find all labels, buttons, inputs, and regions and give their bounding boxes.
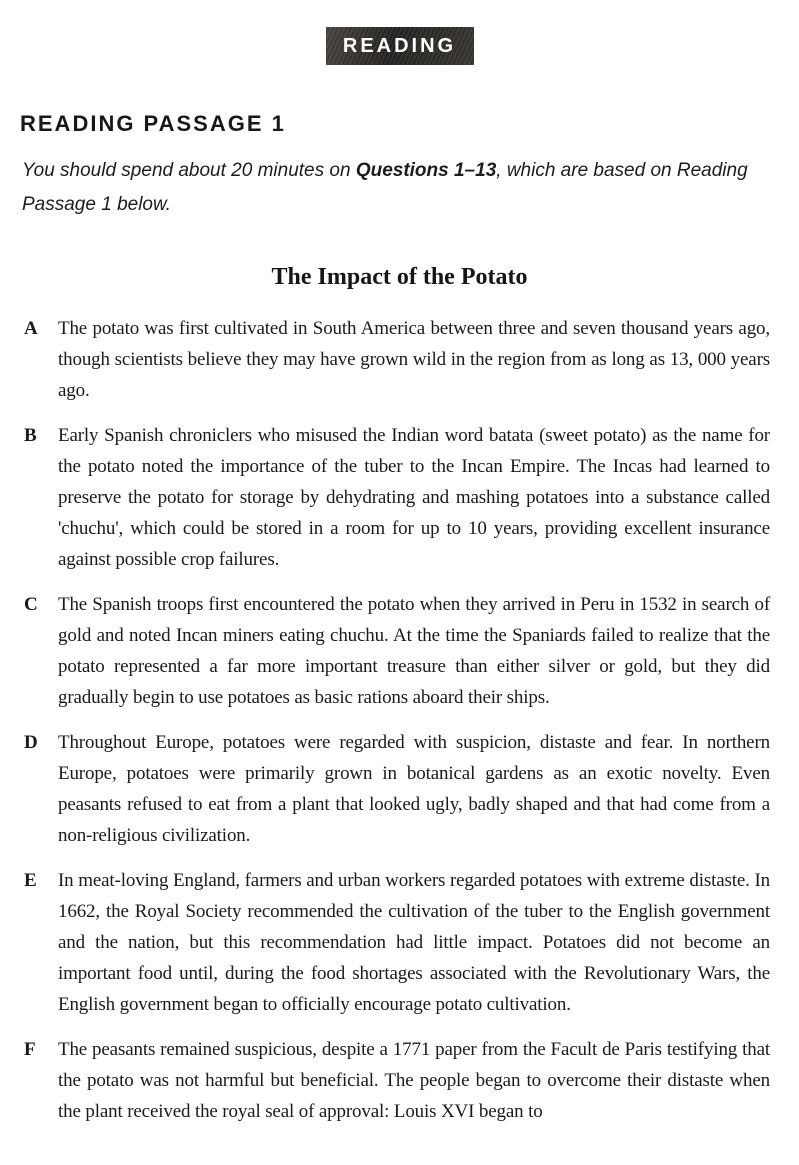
paragraph-text: In meat-loving England, farmers and urban workers regarded potatoes with extreme distaste. In 1662, the Royal Society recommended the cultivation of the tuber to the English government and the nation, but this recommendation had little impact. Potatoes did not become an important food until, during the food shortages associated with the Revolutionary Wars, the English government began to officially encourage potato cultivation. bbox=[58, 870, 770, 1015]
instruction-post-text: , which are based on Reading Passage 1 below. bbox=[22, 160, 748, 215]
paragraph-label: E bbox=[24, 870, 37, 891]
paragraph-D bbox=[24, 727, 799, 851]
paragraph-text: The peasants remained suspicious, despite a 1771 paper from the Facult de Paris testifying that the potato was not harmful but beneficial. The people began to overcome their distaste when the plant received the royal seal of approval: Louis XVI began to bbox=[58, 1039, 770, 1122]
paragraph-label: D bbox=[24, 732, 38, 753]
passage-title: The Impact of the Potato bbox=[271, 264, 528, 290]
paragraph-label: F bbox=[24, 1039, 36, 1060]
paragraph-C bbox=[24, 589, 799, 713]
paragraph-B bbox=[24, 420, 799, 575]
paragraph-text: Early Spanish chroniclers who misused the Indian word batata (sweet potato) as the name for the potato noted the importance of the tuber to the Incan Empire. The Incas had learned to preserve the potato for storage by dehydrating and mashing potatoes into a substance called 'chuchu', which could be stored in a room for up to 10 years, providing excellent insurance against possible crop failures. bbox=[58, 425, 770, 570]
paragraph-text: The Spanish troops first encountered the potato when they arrived in Peru in 1532 in search of gold and noted Incan miners eating chuchu. At the time the Spaniards failed to realize that the potato represented a far more important treasure than either silver or gold, but they did gradually begin to use potatoes as basic rations aboard their ships. bbox=[58, 594, 770, 708]
paragraph-F bbox=[24, 1034, 799, 1127]
paragraph-E bbox=[24, 865, 799, 1020]
reading-banner-label: READING bbox=[342, 34, 457, 57]
paragraph-label: A bbox=[24, 318, 38, 339]
instruction-questions-range: Questions 1–13 bbox=[355, 160, 497, 181]
paragraph-text: Throughout Europe, potatoes were regarded with suspicion, distaste and fear. In northern Europe, potatoes were primarily grown in botanical gardens as an exotic novelty. Even peasants refused to eat from a plant that looked ugly, badly shaped and that had come from a non-religious civilization. bbox=[58, 732, 770, 846]
timing-instruction bbox=[22, 154, 773, 222]
reading-section-banner bbox=[326, 27, 474, 65]
instruction-pre-text: You should spend about 20 minutes on bbox=[22, 160, 356, 181]
paragraph-text: The potato was first cultivated in South America between three and seven thousand years ago, though scientists believe they may have grown wild in the region from as long as 13, 000 years ago. bbox=[58, 318, 770, 401]
paragraph-label: C bbox=[24, 594, 38, 615]
passage-body bbox=[0, 313, 799, 1127]
paragraph-A bbox=[24, 313, 799, 406]
passage-section-heading: READING PASSAGE 1 bbox=[20, 111, 286, 136]
scanned-book-page bbox=[0, 27, 799, 1165]
paragraph-label: B bbox=[24, 425, 37, 446]
